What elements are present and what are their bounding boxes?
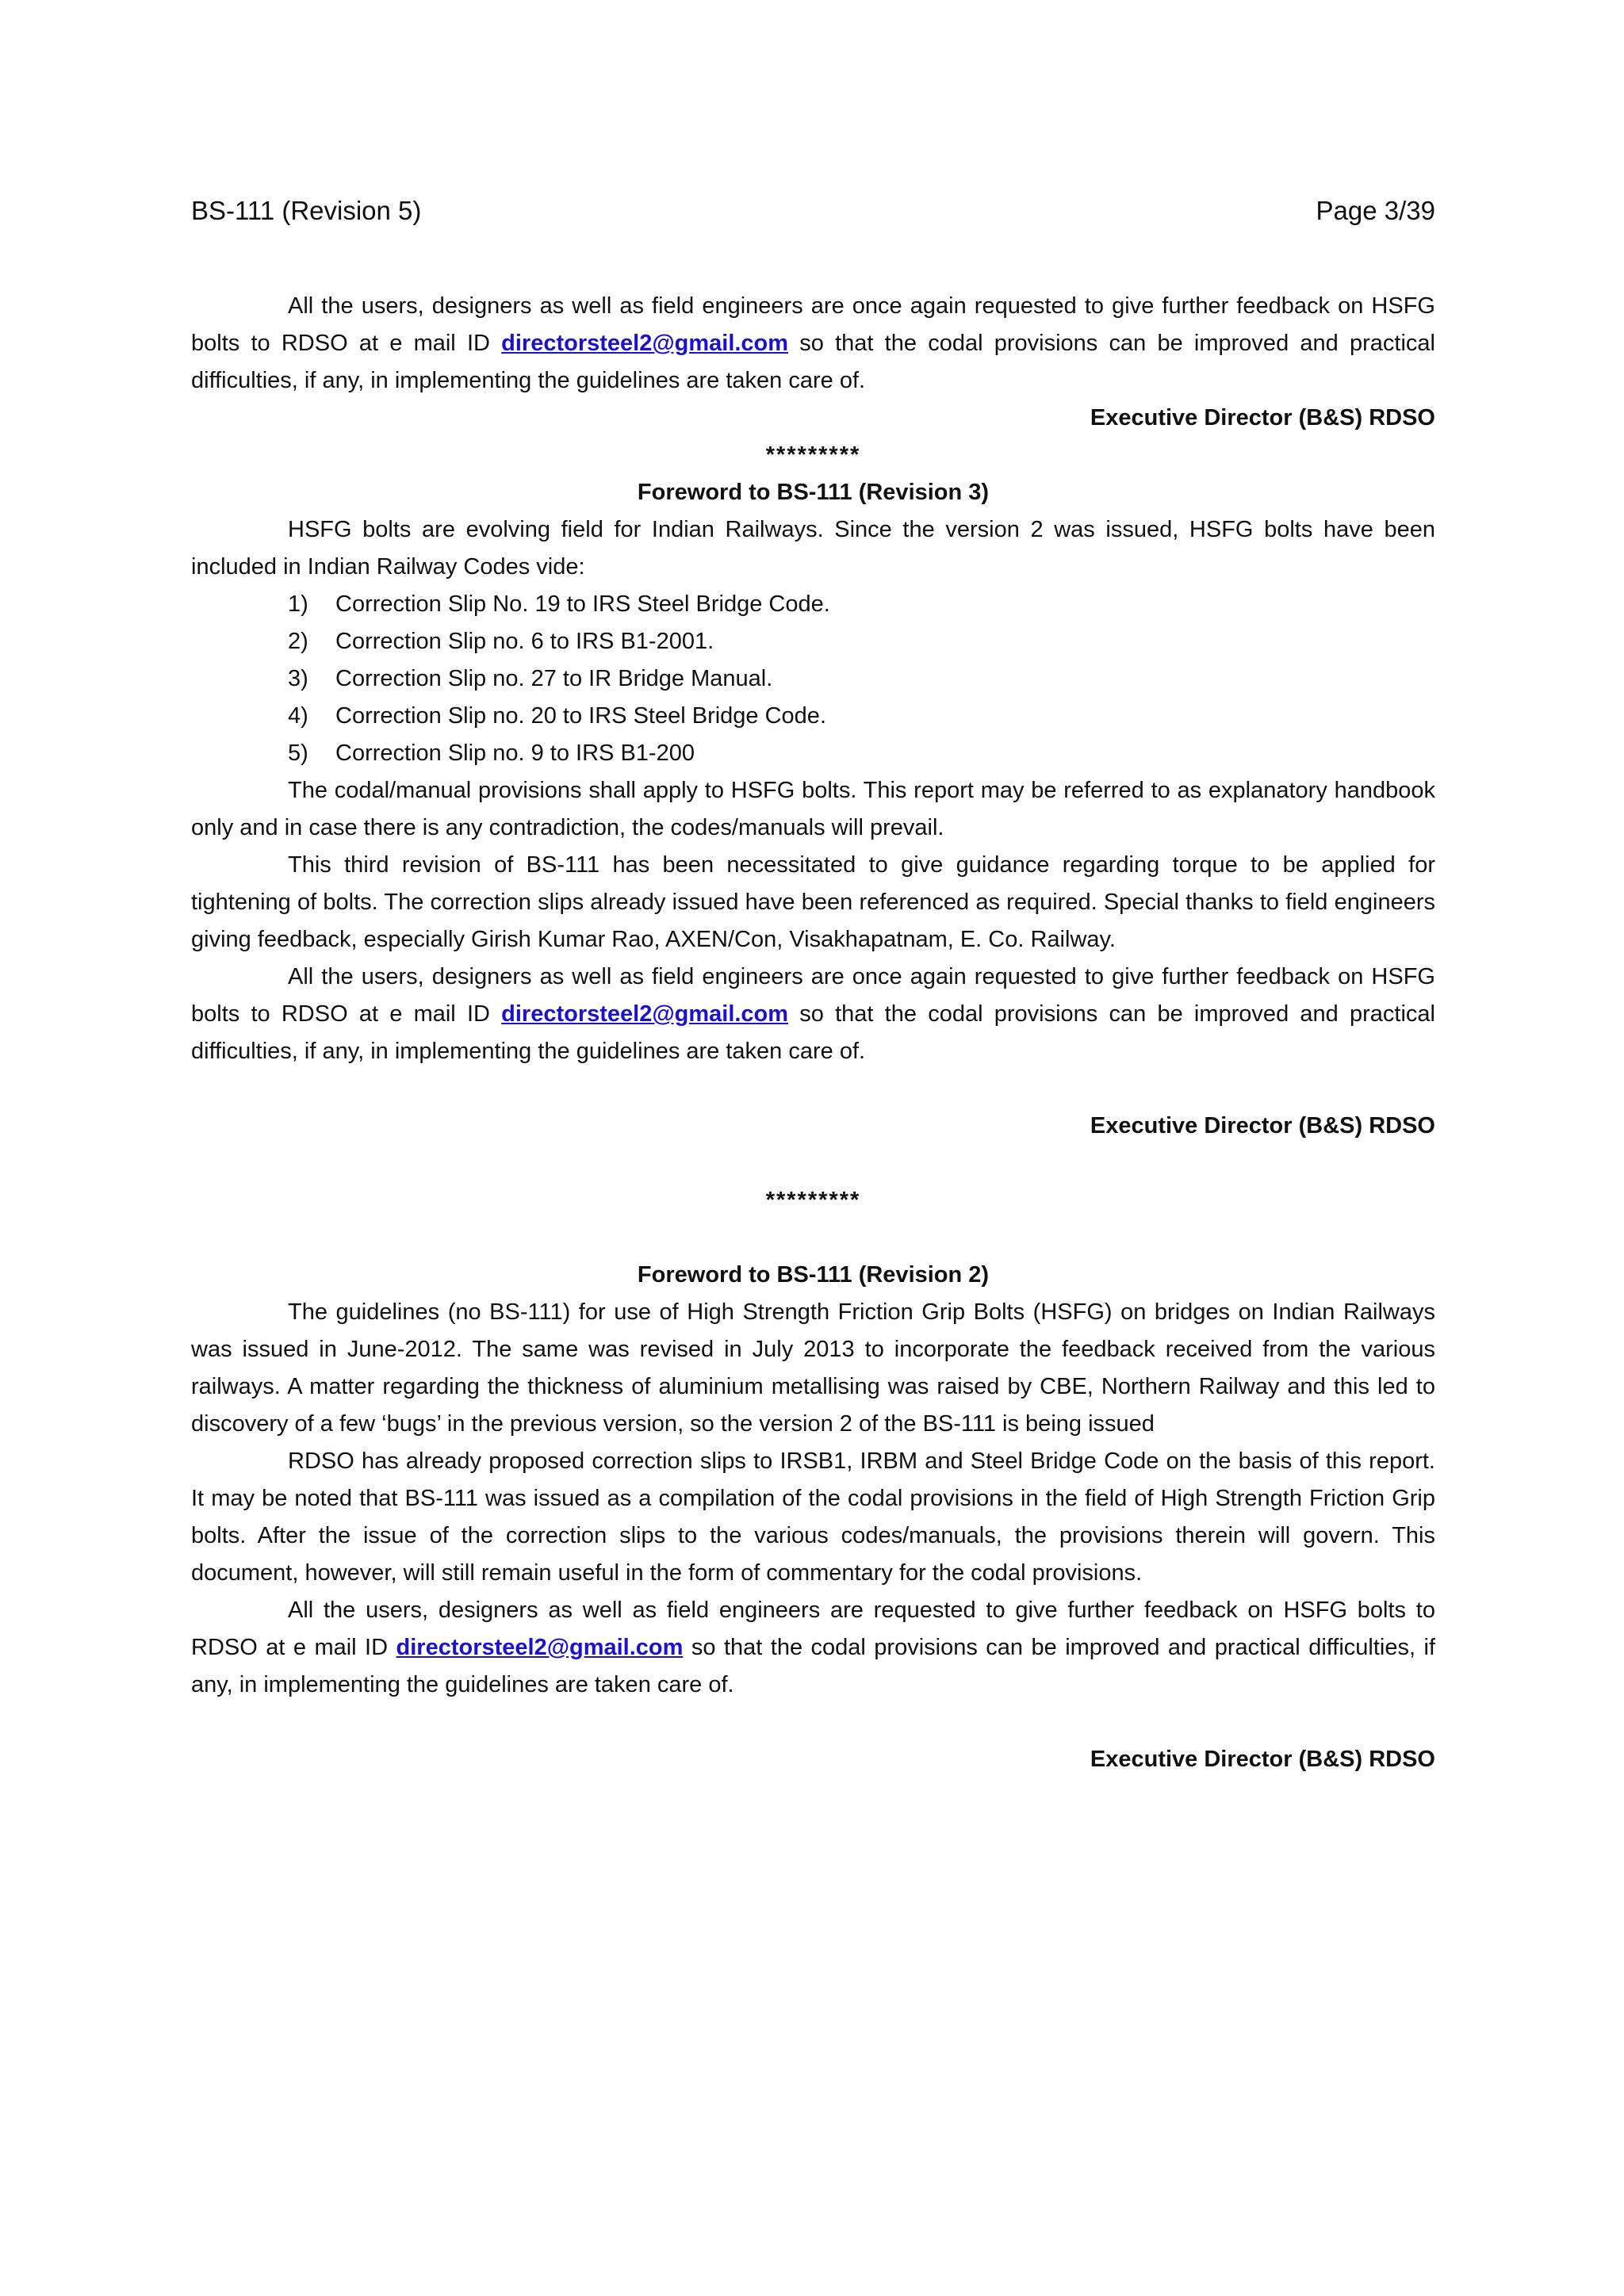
rev3-signature: Executive Director (B&S) RDSO [1090,1113,1435,1138]
rev3-heading: Foreword to BS-111 (Revision 3) [637,480,990,505]
list-item: 4) Correction Slip no. 20 to IRS Steel Bridge Code. [288,703,826,729]
email-link[interactable]: directorsteel2@gmail.com [501,331,789,356]
page-header [191,193,1435,228]
rev3-feedback-paragraph: All the users, designers as well as field engineers are once again requested to give further feedback on HSFG bolts to RDSO at e mail ID directorsteel2@gmail.com so that the codal provisions can be improved and practical difficulties, if any, in implementing the guidelines are taken care of. [191,964,1435,1064]
rev3-revision-paragraph: This third revision of BS-111 has been necessitated to give guidance regarding torque to be applied for tightening of bolts. The correction slips already issued have been referenced as required. Special thanks to field engineers giving feedback, especially Girish Kumar Rao, AXEN/Con, Visakhapatnam, E. Co. Railway. [191,852,1435,952]
section-separator: ********* [765,442,861,468]
email-link[interactable]: directorsteel2@gmail.com [501,1001,789,1027]
correction-slip-list [191,586,1435,772]
rev2-heading: Foreword to BS-111 (Revision 2) [637,1262,990,1288]
page-number: Page 3/39 [1316,196,1435,225]
list-item: 3) Correction Slip no. 27 to IR Bridge Manual. [288,666,773,691]
list-item: 1) Correction Slip No. 19 to IRS Steel Bridge Code. [288,591,830,617]
list-item: 2) Correction Slip no. 6 to IRS B1-2001. [288,629,714,654]
rev2-signature: Executive Director (B&S) RDSO [1090,1747,1435,1772]
page-body [191,288,1435,1778]
rev3-codal-paragraph: The codal/manual provisions shall apply to HSFG bolts. This report may be referred to as explanatory handbook only and in case there is any contradiction, the codes/manuals will prevail. [191,778,1435,840]
rev2-rdso-paragraph: RDSO has already proposed correction slips to IRSB1, IRBM and Steel Bridge Code on the basis of this report. It may be noted that BS-111 was issued as a compilation of the codal provisions in the field of High Strength Friction Grip bolts. After the issue of the correction slips to the various codes/manuals, the provisions therein will govern. This document, however, will still remain useful in the form of commentary for the codal provisions. [191,1448,1435,1586]
rev2-guidelines-paragraph: The guidelines (no BS-111) for use of High Strength Friction Grip Bolts (HSFG) on bridges on Indian Railways was issued in June-2012. The same was revised in July 2013 to incorporate the feedback received from the various railways. A matter regarding the thickness of aluminium metallising was raised by CBE, Northern Railway and this led to discovery of a few ‘bugs’ in the previous version, so the version 2 of the BS-111 is being issued [191,1299,1435,1437]
document-id: BS-111 (Revision 5) [191,196,422,225]
rev2-feedback-paragraph: All the users, designers as well as field engineers are requested to give further feedback on HSFG bolts to RDSO at e mail ID directorsteel2@gmail.com so that the codal provisions can be improved and practical difficulties, if any, in implementing the guidelines are taken care of. [191,1598,1435,1697]
rev3-intro-paragraph: HSFG bolts are evolving field for Indian Railways. Since the version 2 was issued, HSFG bolts have been included in Indian Railway Codes vide: [191,517,1435,580]
list-item: 5) Correction Slip no. 9 to IRS B1-200 [288,740,695,766]
rev5-signature: Executive Director (B&S) RDSO [1090,405,1435,430]
section-separator: ********* [765,1188,861,1213]
email-link[interactable]: directorsteel2@gmail.com [396,1635,684,1660]
rev5-feedback-paragraph: All the users, designers as well as field engineers are once again requested to give further feedback on HSFG bolts to RDSO at e mail ID directorsteel2@gmail.com so that the codal provisions can be improved and practical difficulties, if any, in implementing the guidelines are taken care of. [191,293,1435,393]
